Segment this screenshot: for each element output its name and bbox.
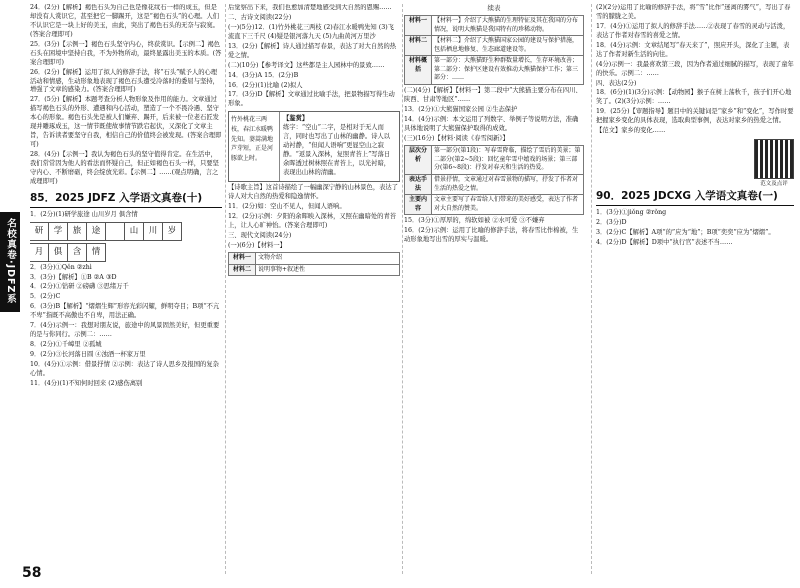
table-row-header: 主要内容 (405, 195, 432, 215)
table-cell: 文物介绍 (256, 253, 400, 265)
table-row (405, 195, 584, 215)
answer-paragraph: 四、表达(2分) (596, 79, 637, 87)
table-cell: 第一部分：大熊猫野生种群数量增长，生存环境改善；第二部分：保护区建设有效推动大熊猫保护工作；第三部分：…… (432, 56, 584, 85)
answer-paragraph: (二)(10分)【参考译文】这些都是主人园林中的景致…… (228, 61, 385, 69)
answer-paragraph: 15．(3分)①厚厚的，绵软如被 ②水可爱 ③不嫌弃 (404, 217, 545, 225)
answer-paragraph: 【诗歌主旨】这首诗描绘了一幅幽深宁静的山林景色，表达了诗人对大自然的热爱和隐逸情怀。 (228, 183, 399, 200)
answer-paragraph: 18．(6分)(1)(3分)示例：【动物园】猴子在树上荡秋千，孩子们开心地笑了。(2)(3分)示例：…… (596, 89, 792, 106)
table-row-header: 材料一 (405, 16, 432, 36)
answer-paragraph: 14．(3分)A 15．(2分)B (228, 71, 299, 79)
grid-cell (105, 222, 125, 241)
writing-grid-row-2 (30, 243, 222, 262)
material-summary-table (404, 15, 584, 85)
table-cell: 文章主要写了春雪给人们带来的美好感受，表达了作者对大自然的赞美。 (432, 195, 584, 215)
answer-paragraph: 二、古诗文阅读(22分) (228, 13, 292, 21)
answer-paragraph: 1．(3分)①jiǒng ②rǒng (596, 208, 667, 216)
grid-cell: 研 (30, 222, 49, 241)
answer-paragraph: 3．(2分)C【解析】A项“的”应为“地”；B项“奕奕”应为“熠熠”。 (596, 228, 775, 236)
answer-paragraph: (2)(2分)运用了比喻的修辞手法，将“雪”比作“迷离的雾气”，写出了春雪的朦胧之美。 (596, 4, 791, 20)
answer-paragraph: 17．(4分)①运用了拟人的修辞手法……②表现了春雪的灵动与活泼，表达了作者对春雪的喜爱之情。 (596, 22, 790, 39)
page-number: 58 (22, 565, 42, 582)
structure-analysis-table (404, 145, 584, 215)
answer-paragraph: 24．(2分)【解析】褐色石头为自己也是像花纹石一样的成玉，但是却没有人赏识它，甚至把它一脚踢开，这是“褐色石头”的心理。人们不认识它是一块上好的美玉，由此，突出了褐色石头的无奈与寂寞。(答案合理即可) (30, 4, 220, 38)
col4-answers (596, 209, 794, 248)
grid-cell: 学 (48, 222, 68, 241)
answer-paragraph: 后觉察出下来，我们也愈加清楚地感受到大自然的恩赐…… (228, 4, 392, 11)
answer-paragraph: (一)(5分)12．(1)竹外桃花三两枝 (2)春江水暖鸭先知 (3)飞流直下三千尺 (4)疑是银河落九天 (5)九曲黄河万里沙 (228, 23, 394, 40)
answer-paragraph: 6．(3分)B【解析】“熠熠生辉”形容光彩闪耀，鲜明夺目；B项“不亢不卑”指既不高傲也不自卑，用法正确。 (30, 303, 220, 320)
spine-label: 名校真卷·JDFZ系 (5, 218, 16, 304)
answer-paragraph: 三、现代文阅读(24分) (228, 231, 292, 239)
answer-paragraph: 2．(3分)D (596, 218, 627, 226)
answer-paragraph: 16．(2分)示例：运用了比喻的修辞手法，将春雪比作棉被，生动形象地写出雪的厚实与温暖。 (404, 227, 579, 243)
answer-paragraph: 8．(2分)①千嶂里 ②孤城 (30, 341, 102, 349)
column-divider (225, 4, 226, 574)
answer-paragraph: 4．(2分)D【解析】D项中“执行官”表述不当…… (596, 238, 733, 246)
grid-cell: 川 (143, 222, 163, 241)
qr-caption: 范文及点评 (760, 181, 788, 188)
answer-paragraph: 19．(25分)【审题指导】题目中的关键词是“家乡”和“变化”，写作时要把握家乡变化的具体表现，选取典型事例，表达对家乡的热爱之情。 (596, 108, 794, 125)
col3-answers (404, 217, 584, 245)
column-divider (402, 4, 403, 574)
answer-paragraph: 11．(2分)如：空山不见人，但闻人语响。 (228, 202, 346, 210)
answer-paragraph: 7．(4分)示例一：我想对朋友说，旅途中的风景固然美好，但更重要的是与你同行。示例二：…… (30, 322, 220, 339)
poem-appreciation-title: 【鉴赏】 (283, 115, 309, 123)
table-cell: 借景抒情，文章通过对春雪景物的描写，抒发了作者对生活的热爱之情。 (432, 175, 584, 195)
table-row (405, 36, 584, 56)
col3-paragraphs (404, 87, 584, 144)
column-1 (30, 4, 222, 570)
col1-answers (30, 264, 222, 389)
table-cell: 说明事物+叙述性 (256, 264, 400, 276)
answer-paragraph: (二)(4分)【解析】【材料一】第二段中“大熊猫主要分布在四川、陕西、甘肃等地区”…… (404, 86, 582, 103)
answer-paragraph: 2．(3分)①Qěn ②zhì (30, 263, 92, 271)
answer-paragraph: 25．(3分)【示例一】褐色石头坚守内心，终获赏识。【示例二】褐色石头在困境中坚持自我，不为外物所动，最终显露出美玉的本质。(答案合理即可) (30, 40, 222, 66)
material-table (228, 252, 400, 276)
table-row (405, 16, 584, 36)
answer-paragraph: 12．(2分)示例：夕阳的余晖映入深林，又照在幽暗处的青苔上，让人心旷神怡。(答案合理即可) (228, 212, 397, 229)
grid-intro: 1．(2分)(1)研学旅途 山川岁月 俱含情 (30, 210, 138, 218)
exam-title-2: 90．2025 JDCXG 入学语文真卷(一) (596, 189, 794, 206)
exam-title: 85．2025 JDFZ 入学语文真卷(十) (30, 191, 222, 208)
poem-box (228, 111, 400, 182)
answer-paragraph: 13．(2分)【解析】诗人通过描写春景，表达了对大自然的热爱之情。 (228, 42, 397, 59)
table-row-header: 表达手法 (405, 175, 432, 195)
grid-cell: 山 (124, 222, 144, 241)
table-cell: 【材料二】介绍了大熊猫国家公园的建设与保护措施，包括栖息地修复、生态廊道建设等。 (432, 36, 584, 56)
continued-label: 续表 (487, 4, 501, 12)
grid-cell: 情 (86, 243, 106, 262)
answer-paragraph: 18．(4分)示例：文章结尾写“春天来了”，照应开头，深化了主题，表达了作者对新生活的向往。 (596, 41, 790, 58)
grid-cell: 含 (67, 243, 87, 262)
table-row (405, 146, 584, 175)
answer-paragraph: 10．(4分)①示例：借景抒情 ②示例：表达了诗人思乡及报国的复杂心情。 (30, 360, 219, 377)
answer-paragraph: 27．(5分)【解析】本题考查分析人物形象及作用的能力。文章通过描写褐色石头的外形、遭遇和内心活动，塑造了一个不畏冷遇、坚守本心的形象。褐色石头先是被人们嫌弃、踢开，后来被一位老石匠发现并雕琢成玉，这一情节既使故事情节跌宕起伏，又深化了文章主旨，告诉读者要坚守自我，相信自己的价值终会被发现。(答案合理即可) (30, 96, 222, 149)
column-divider (591, 4, 592, 574)
answer-paragraph: (4分)示例一：我最喜欢第三段，因为作者通过细腻的描写，表现了童年的快乐。示例二：…… (596, 60, 794, 77)
grid-cell: 月 (30, 243, 49, 262)
answer-paragraph: 3．(3分)【解析】①B ②A ③D (30, 273, 117, 281)
answer-paragraph: 9．(2分)③长河落日圆 ④浊酒一杯家万里 (30, 351, 146, 359)
table-row (405, 56, 584, 85)
column-4 (596, 4, 794, 570)
table-row-header: 层次分析 (405, 146, 432, 175)
column-3 (404, 4, 584, 570)
answer-paragraph: 28．(4分)【示例一】我认为褐色石头的坚守值得肯定。在生活中，我们常常因为他人的看法而怀疑自己，但正如褐色石头一样，只要坚守内心、不断磨砺，终会绽放光彩。【示例二】……(观点明确，言之成理即可) (30, 151, 219, 185)
answer-paragraph: 5．(2分)C (30, 293, 61, 301)
table-row-header: 材料概括 (405, 56, 432, 85)
answer-paragraph: (三)(16分)【材料·阅读《春雪阅新》】 (404, 134, 509, 142)
answer-paragraph: (一)(6分)【材料一】 (228, 241, 286, 249)
answer-paragraph: 14．(4分)示例：本文运用了列数字、举例子等说明方法，准确具体地说明了大熊猫保护取得的成效。 (404, 115, 579, 132)
table-row (405, 175, 584, 195)
answer-paragraph: 13．(2分)①大熊猫国家公园 ②生态保护 (404, 105, 518, 113)
col2-answers (228, 184, 400, 251)
poem-appreciation-body: 练字：“空山”二字，是相对于无人而言，同时也写出了山林的幽静。诗人以动衬静，“但闻人语响”更显空山之寂静。“返景入深林，复照青苔上”写落日余晖透过树林照在青苔上，以光衬暗，表现出山林的清幽。 (283, 124, 391, 176)
table-cell: 【材料一】介绍了大熊猫的生理特征及其在我国的分布情况，说明大熊猫是我国特有的珍稀动物。 (432, 16, 584, 36)
col1-paragraphs (30, 4, 222, 187)
answer-paragraph: 【范文】家乡的变化…… (596, 127, 666, 135)
col2-paragraphs (228, 4, 400, 109)
grid-cell: 途 (86, 222, 106, 241)
qr-code-icon[interactable] (754, 139, 794, 179)
poem-text: 竹外桃花三两枝，春江水暖鸭先知。蒌蒿满地芦芽短，正是河豚欲上时。 (229, 112, 280, 181)
answer-paragraph: 11．(4分)(1)不知何时回来 (2)感伤离别 (30, 379, 143, 387)
writing-grid-row-1 (30, 222, 222, 241)
table-row-header: 材料二 (229, 264, 256, 276)
answer-paragraph: 4．(2分)①钻研 ②磅礴 ③思绪万千 (30, 283, 129, 291)
table-row (229, 264, 400, 276)
answer-paragraph: 26．(2分)【解析】运用了拟人的修辞手法，将“石头”赋予人的心理活动和情感，生动形象地表现了褐色石头遭受冷落时的委屈与坚持，增强了文章的感染力。(答案合理即可) (30, 68, 219, 94)
poem-appreciation (280, 112, 399, 181)
table-cell: 第一部分(第1段)：写春雪降临，描绘了雪后的美景；第二部分(第2~5段)：回忆童年雪中嬉戏的场景；第三部分(第6~8段)：抒发对春天和生活的热爱。 (432, 146, 584, 175)
grid-cell: 旅 (67, 222, 87, 241)
answer-paragraph: 16．(2分)(1)比喻 (2)拟人 (228, 81, 303, 89)
table-row-header: 材料二 (405, 36, 432, 56)
col4-paragraphs (596, 4, 794, 136)
grid-cell: 俱 (48, 243, 68, 262)
spine (0, 0, 22, 588)
grid-cell: 岁 (162, 222, 182, 241)
table-row-header: 材料一 (229, 253, 256, 265)
table-row (229, 253, 400, 265)
column-2 (228, 4, 400, 570)
answer-paragraph: 17．(3分)D【解析】文章通过比喻手法，把景物描写得生动形象。 (228, 91, 395, 108)
